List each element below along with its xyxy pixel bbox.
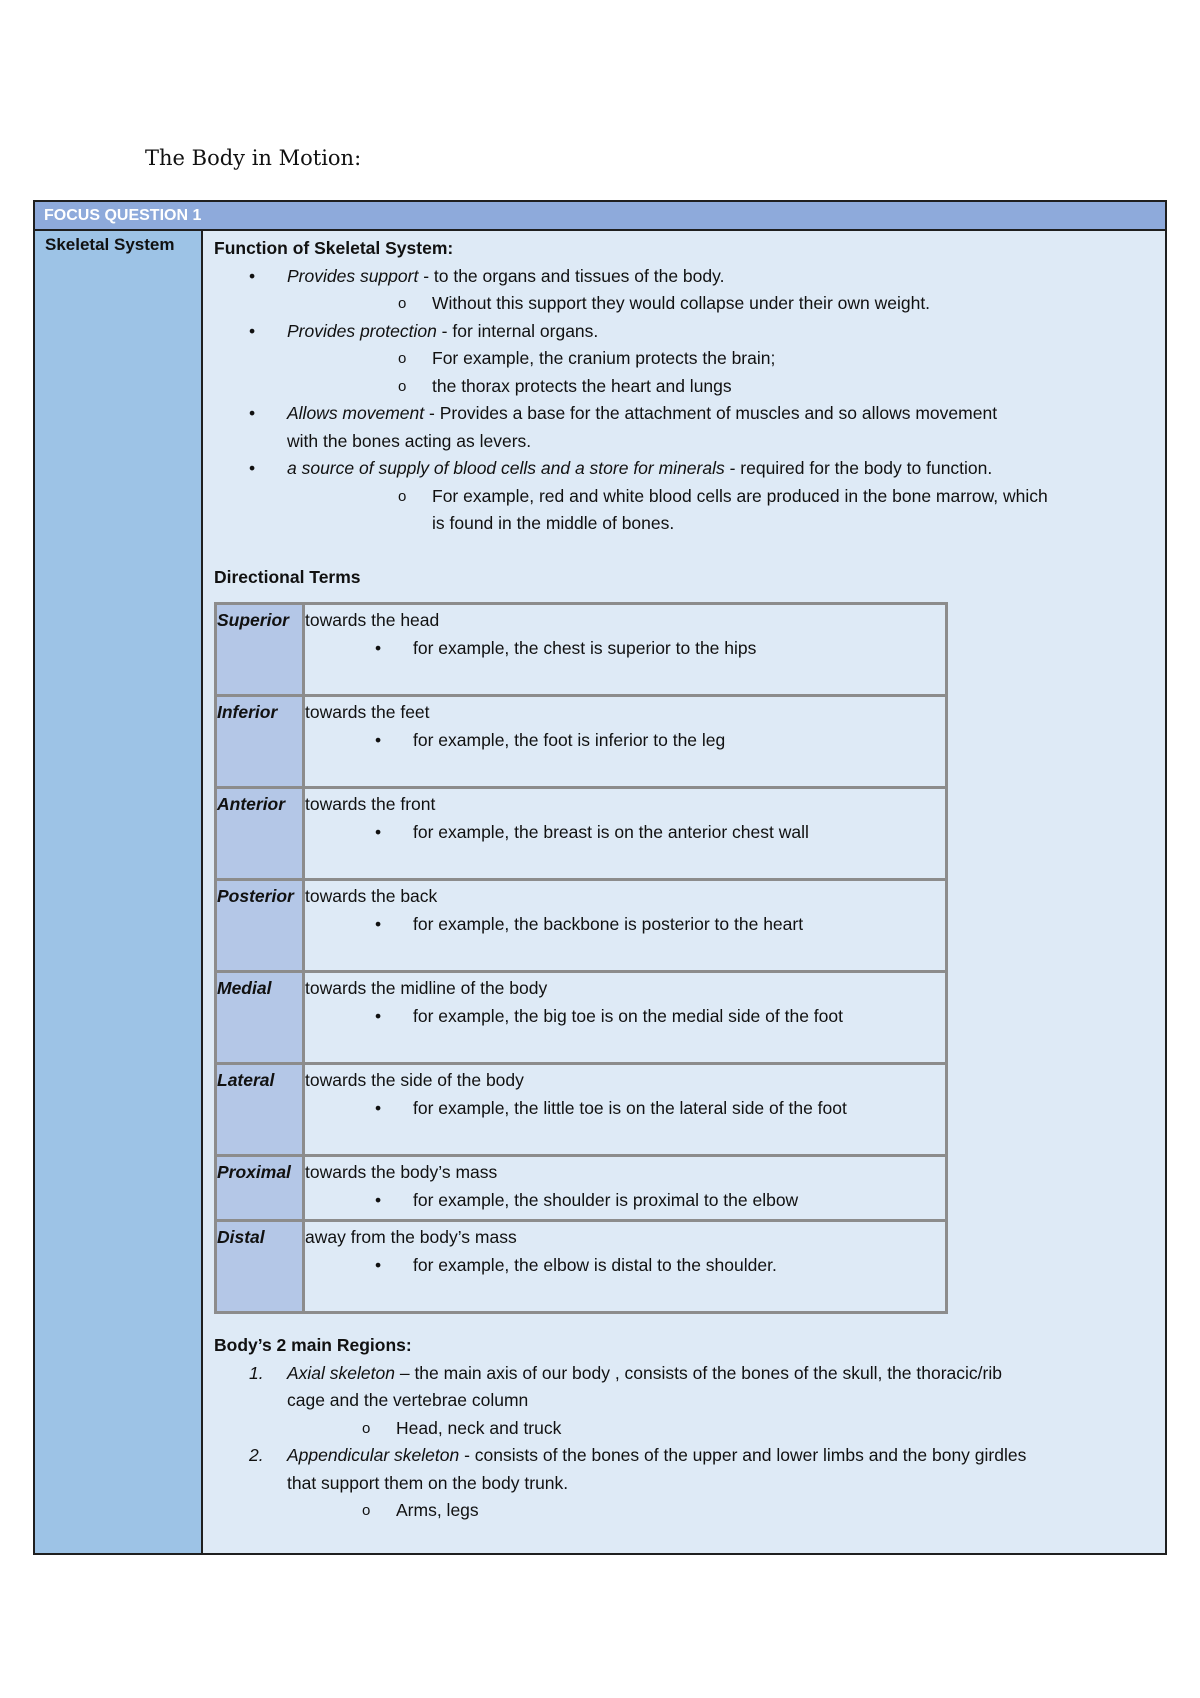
- region-item-continued: cage and the vertebrae column: [287, 1390, 529, 1410]
- term-row: [217, 605, 945, 694]
- focus-question-table: [33, 200, 1167, 1555]
- term-name: Inferior: [217, 697, 305, 786]
- directional-terms-table: [214, 602, 948, 1314]
- region-item-continued: that support them on the body trunk.: [287, 1472, 569, 1493]
- term-description: [305, 881, 945, 970]
- term-definition: towards the side of the body: [305, 1070, 524, 1090]
- term-example: • for example, the elbow is distal to the shoulder.: [375, 1254, 777, 1275]
- term-definition: towards the back: [305, 886, 438, 906]
- focus-question-header: FOCUS QUESTION 1: [35, 202, 1165, 231]
- term-row: [217, 970, 945, 1062]
- directional-terms-heading: Directional Terms: [214, 566, 361, 587]
- term-example: • for example, the big toe is on the medial side of the foot: [375, 1005, 843, 1026]
- term-description: [305, 789, 945, 878]
- term-description: [305, 697, 945, 786]
- term-row: [217, 1219, 945, 1311]
- term-name: Distal: [217, 1222, 305, 1311]
- term-description: [305, 1222, 945, 1311]
- term-row: [217, 1062, 945, 1154]
- term-description: [305, 1157, 945, 1219]
- term-name: Anterior: [217, 789, 305, 878]
- function-subitem-continued: is found in the middle of bones.: [432, 513, 675, 533]
- term-definition: towards the body’s mass: [305, 1162, 498, 1182]
- term-definition: towards the midline of the body: [305, 978, 548, 998]
- function-item: • Provides protection - for internal organs.: [249, 320, 599, 341]
- region-item: 2. Appendicular skeleton - consists of the bones of the upper and lower limbs and the bony girdles: [249, 1445, 1027, 1465]
- region-subitem: o Head, neck and truck: [362, 1417, 562, 1438]
- term-row: [217, 786, 945, 878]
- left-label-cell: [35, 231, 203, 1553]
- function-item-continued: with the bones acting as levers.: [287, 430, 532, 451]
- function-item: • a source of supply of blood cells and a store for minerals - required for the body to function.: [249, 458, 993, 478]
- term-example: • for example, the backbone is posterior to the heart: [375, 913, 804, 934]
- region-subitem: o Arms, legs: [362, 1500, 479, 1520]
- function-subitem: o For example, red and white blood cells are produced in the bone marrow, which: [398, 485, 1048, 506]
- content-cell: [203, 231, 1165, 1553]
- term-description: [305, 605, 945, 694]
- function-subitem: o the thorax protects the heart and lungs: [398, 375, 732, 396]
- term-name: Proximal: [217, 1157, 305, 1219]
- term-row: [217, 694, 945, 786]
- term-description: [305, 973, 945, 1062]
- regions-heading: Body’s 2 main Regions:: [214, 1335, 412, 1355]
- term-example: • for example, the little toe is on the lateral side of the foot: [375, 1097, 847, 1118]
- region-item: 1. Axial skeleton – the main axis of our body , consists of the bones of the skull, the thoracic/rib: [249, 1362, 1002, 1383]
- term-example: • for example, the foot is inferior to the leg: [375, 729, 726, 750]
- term-definition: towards the feet: [305, 702, 430, 722]
- term-name: Superior: [217, 605, 305, 694]
- term-name: Posterior: [217, 881, 305, 970]
- term-description: [305, 1065, 945, 1154]
- term-example: • for example, the chest is superior to the hips: [375, 637, 757, 658]
- skeletal-system-label: Skeletal System: [45, 235, 175, 254]
- term-example: • for example, the shoulder is proximal to the elbow: [375, 1189, 799, 1210]
- term-name: Medial: [217, 973, 305, 1062]
- term-example: • for example, the breast is on the anterior chest wall: [375, 821, 809, 842]
- function-subitem: o Without this support they would collapse under their own weight.: [398, 293, 931, 313]
- term-name: Lateral: [217, 1065, 305, 1154]
- function-item: • Provides support - to the organs and tissues of the body.: [249, 265, 725, 286]
- term-definition: towards the front: [305, 794, 436, 814]
- page-title: The Body in Motion:: [145, 146, 362, 170]
- function-subitem: o For example, the cranium protects the brain;: [398, 348, 776, 368]
- function-item: • Allows movement - Provides a base for the attachment of muscles and so allows movement: [249, 403, 998, 423]
- term-row: [217, 1154, 945, 1219]
- term-definition: towards the head: [305, 610, 440, 630]
- term-definition: away from the body’s mass: [305, 1227, 517, 1247]
- term-row: [217, 878, 945, 970]
- function-heading: Function of Skeletal System:: [214, 238, 454, 258]
